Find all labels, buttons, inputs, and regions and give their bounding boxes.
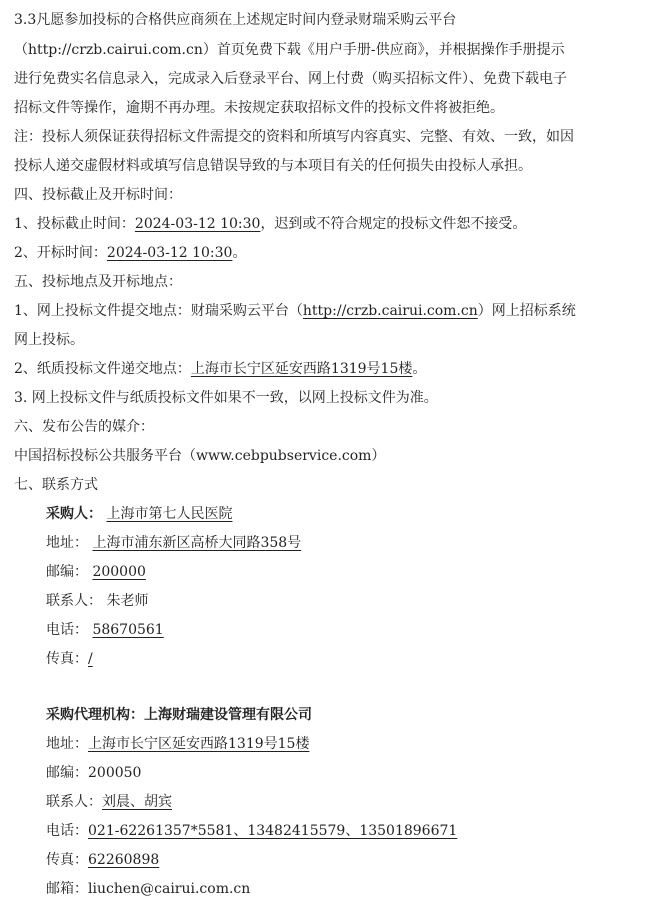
agency-contact-label: 联系人： — [46, 794, 102, 810]
purchaser-zip-label: 邮编： — [46, 564, 88, 580]
agency-zip: 200050 — [88, 765, 142, 781]
purchaser-contact-line — [46, 591, 148, 611]
online-submission-label: 1、网上投标文件提交地点：财瑞采购云平台（ — [14, 303, 303, 319]
purchaser-address: 上海市浦东新区高桥大同路358号 — [92, 535, 302, 551]
bid-opening-end: 。 — [232, 245, 247, 261]
purchaser-phone-line — [46, 620, 164, 640]
agency-phone-line — [46, 821, 457, 841]
purchaser-name: 上海市第七人民医院 — [106, 506, 233, 522]
bid-deadline-line — [14, 214, 526, 234]
paragraph-3-3-line-2: （http://crzb.cairui.com.cn）首页免费下载《用户手册-供应商》，并根据操作手册提示 — [14, 42, 565, 58]
agency-name: 上海财瑞建设管理有限公司 — [144, 707, 312, 723]
purchaser-address-line — [46, 533, 301, 553]
agency-email-line — [46, 879, 250, 899]
bid-deadline-note: ，迟到或不符合规定的投标文件恕不接受。 — [260, 216, 527, 232]
online-submission-line-2: 网上投标。 — [14, 332, 84, 348]
agency-phone: 021-62261357*5581、13482415579、13501896671 — [88, 823, 458, 839]
agency-phone-label: 电话： — [46, 823, 88, 839]
online-submission-suffix: ）网上招标系统 — [477, 303, 576, 319]
agency-contact: 刘晨、胡宾 — [102, 794, 172, 810]
purchaser-zip: 200000 — [92, 564, 146, 580]
online-submission-line — [14, 301, 576, 321]
purchaser-zip-line — [46, 562, 146, 582]
purchaser-label: 采购人： — [46, 506, 102, 522]
agency-label: 采购代理机构： — [46, 707, 144, 723]
paragraph-3-3-line-4: 招标文件等操作，逾期不再办理。未按规定获取招标文件的投标文件将被拒绝。 — [14, 100, 504, 116]
agency-zip-line — [46, 763, 141, 783]
purchaser-contact-label: 联系人： — [46, 593, 102, 609]
agency-contact-line — [46, 792, 172, 812]
submission-rule: 3. 网上投标文件与纸质投标文件如果不一致，以网上投标文件为准。 — [14, 390, 438, 406]
online-platform-link[interactable]: http://crzb.cairui.com.cn — [302, 303, 478, 319]
section-6-heading: 六、发布公告的媒介： — [14, 419, 154, 435]
paper-submission-end: 。 — [412, 361, 427, 377]
agency-address-line — [46, 734, 309, 754]
agency-fax: 62260898 — [88, 852, 160, 868]
bid-deadline-time: 2024-03-12 10:30 — [134, 216, 261, 232]
purchaser-phone: 58670561 — [92, 622, 164, 638]
note-line-1: 注：投标人须保证获得招标文件需提交的资料和所填写内容真实、完整、有效、一致，如因 — [14, 129, 574, 145]
paragraph-3-3-line-3: 进行免费实名信息录入，完成录入后登录平台、网上付费（购买招标文件）、免费下载电子 — [14, 71, 567, 87]
purchaser-address-label: 地址： — [46, 535, 88, 551]
purchaser-line — [46, 504, 232, 524]
paper-submission-address: 上海市长宁区延安西路1319号15楼 — [190, 361, 413, 377]
bid-opening-line — [14, 243, 246, 263]
purchaser-fax-line — [46, 649, 93, 669]
paper-submission-line — [14, 359, 426, 379]
section-4-heading: 四、投标截止及开标时间： — [14, 187, 182, 203]
purchaser-fax: / — [88, 651, 93, 667]
agency-email-label: 邮箱： — [46, 881, 88, 897]
publication-media: 中国招标投标公共服务平台（www.cebpubservice.com） — [14, 448, 386, 464]
paper-submission-label: 2、纸质投标文件递交地点： — [14, 361, 191, 377]
agency-address: 上海市长宁区延安西路1319号15楼 — [88, 736, 310, 752]
section-7-heading: 七、联系方式 — [14, 477, 98, 493]
agency-line — [46, 705, 312, 725]
purchaser-contact: 朱老师 — [106, 593, 149, 609]
paragraph-3-3-line-1: 3.3凡愿参加投标的合格供应商须在上述规定时间内登录财瑞采购云平台 — [14, 12, 457, 28]
agency-zip-label: 邮编： — [46, 765, 88, 781]
agency-fax-line — [46, 850, 159, 870]
note-line-2: 投标人递交虚假材料或填写信息错误导致的与本项目有关的任何损失由投标人承担。 — [14, 158, 532, 174]
agency-address-label: 地址： — [46, 736, 88, 752]
agency-fax-label: 传真： — [46, 852, 88, 868]
agency-email[interactable]: liuchen@cairui.com.cn — [88, 881, 251, 897]
bid-opening-label: 2、开标时间： — [14, 245, 107, 261]
purchaser-fax-label: 传真： — [46, 651, 88, 667]
bid-opening-time: 2024-03-12 10:30 — [106, 245, 233, 261]
purchaser-phone-label: 电话： — [46, 622, 88, 638]
bid-deadline-label: 1、投标截止时间： — [14, 216, 135, 232]
section-5-heading: 五、投标地点及开标地点： — [14, 274, 182, 290]
